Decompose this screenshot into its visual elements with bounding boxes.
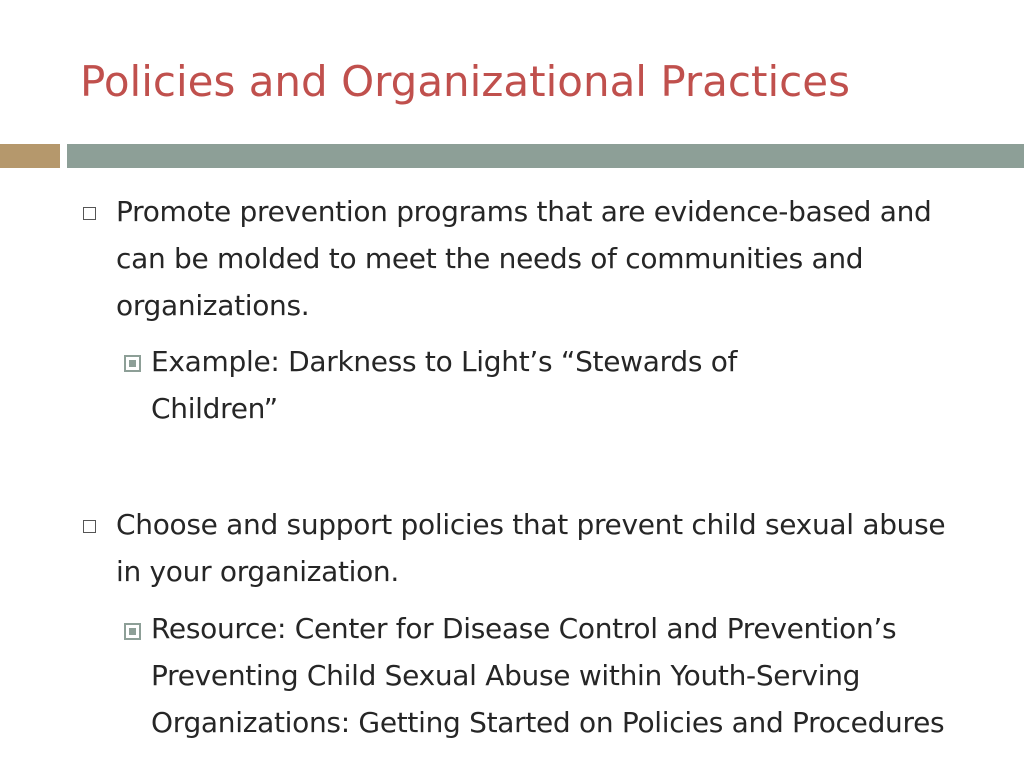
sub-bullet-text: Resource: Center for Disease Control and Prevention’s Preventing Child Sexual Abuse within Youth-Serving Organizations: Getting Started on Policies and Procedures	[151, 612, 945, 739]
bullet-text: Choose and support policies that prevent child sexual abuse in your organization.	[116, 508, 946, 588]
hollow-square-icon	[83, 207, 96, 220]
bullet-item	[116, 188, 976, 329]
sub-bullet-text: Example: Darkness to Light’s “Stewards of Children”	[151, 345, 738, 425]
hollow-square-icon	[83, 520, 96, 533]
bullet-text: Promote prevention programs that are evidence-based and can be molded to meet the needs of communities and organizations.	[116, 195, 932, 322]
filled-square-icon	[124, 355, 141, 372]
bullet-item	[116, 501, 976, 595]
sub-bullet-item	[151, 605, 971, 746]
filled-square-icon	[124, 623, 141, 640]
sub-bullet-item	[151, 338, 851, 432]
slide-title: Policies and Organizational Practices	[80, 57, 850, 106]
